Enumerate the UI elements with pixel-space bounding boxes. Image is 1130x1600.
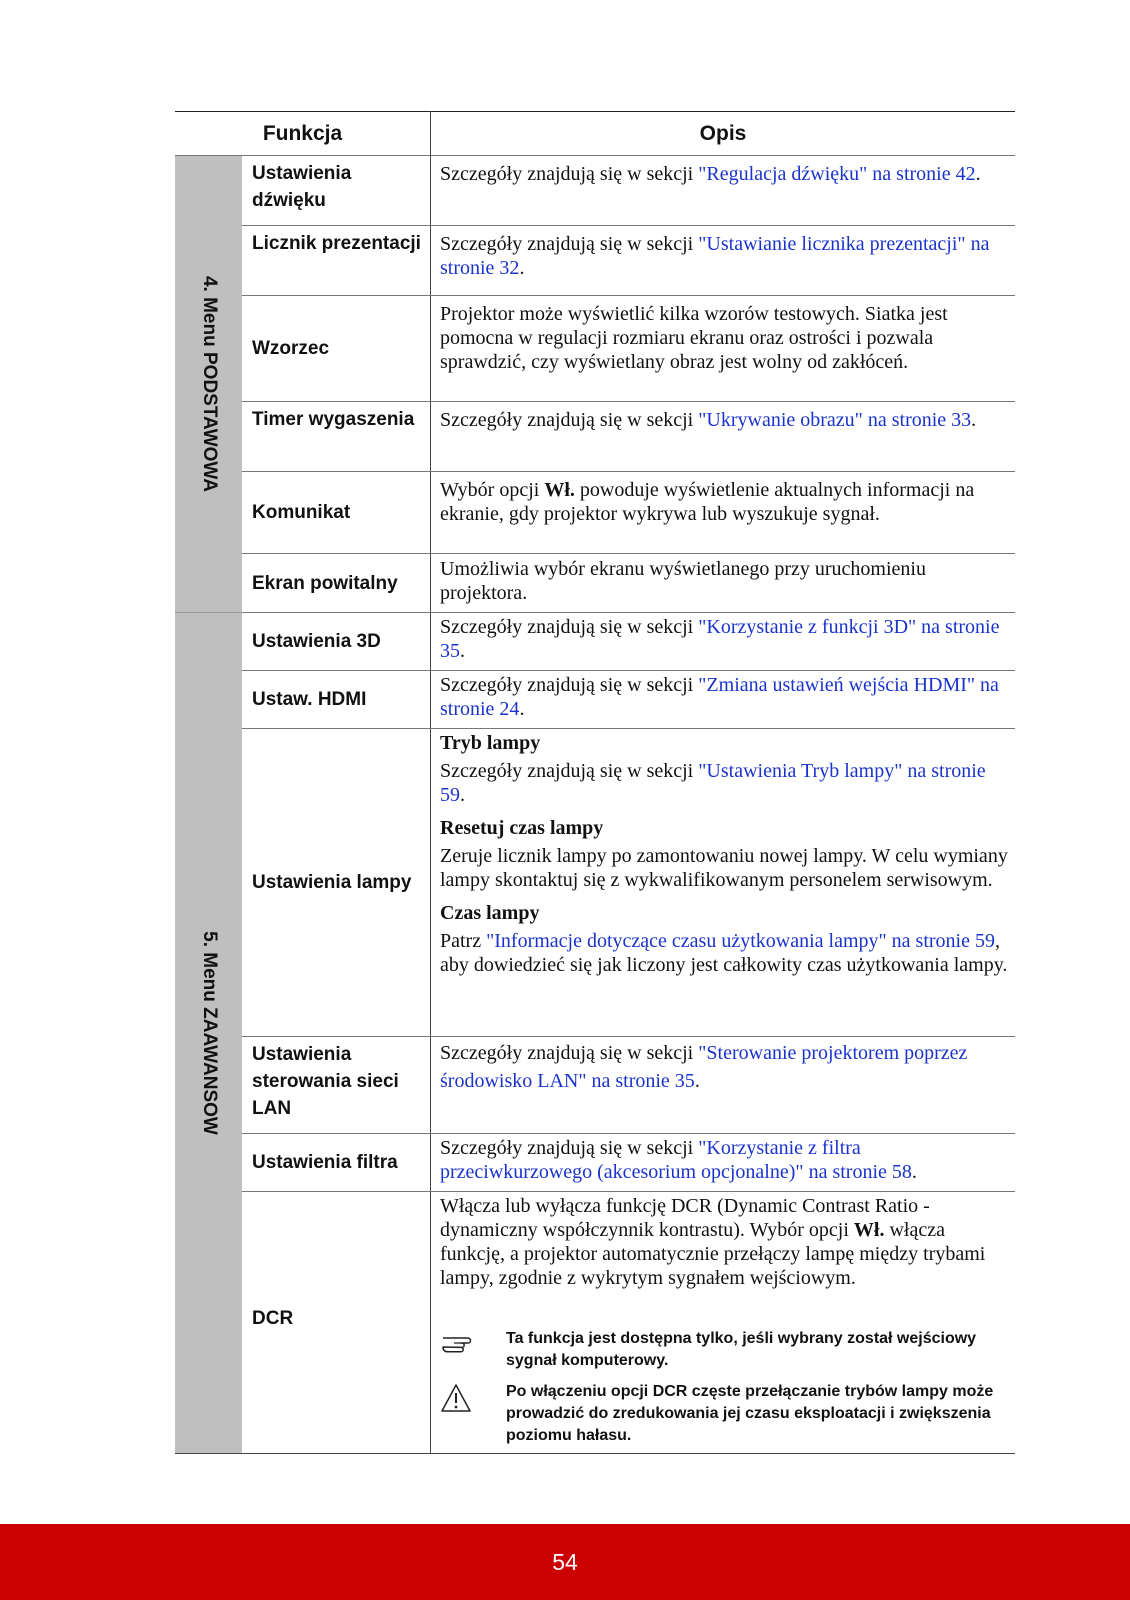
function-name: Ustawienia 3D <box>252 631 381 652</box>
note-text: Ta funkcja jest dostępna tylko, jeśli wybrany został wejściowy sygnał komputerowy. <box>506 1330 977 1369</box>
page-link[interactable]: "Regulacja dźwięku" na stronie 42 <box>698 163 976 185</box>
lamp-mode-text: Szczegóły znajdują się w sekcji "Ustawienia Tryb lampy" na stronie 59. <box>440 760 986 806</box>
function-name: Ustawienia lampy <box>252 872 412 893</box>
function-name: Komunikat <box>252 502 351 523</box>
description: Szczegóły znajdują się w sekcji "Ukrywanie obrazu" na stronie 33. <box>440 409 977 431</box>
section-label: 5. Menu ZAAWANSOW <box>198 931 220 1135</box>
header-function: Funkcja <box>262 121 343 145</box>
page-link[interactable]: "Informacje dotyczące czasu użytkowania lampy" na stronie 59 <box>486 930 995 952</box>
function-name: Wzorzec <box>252 338 330 359</box>
table-row-dcr <box>242 1192 1015 1453</box>
reset-lamp-title: Resetuj czas lampy <box>440 817 604 839</box>
function-name: Ustawienia filtra <box>252 1152 398 1173</box>
table-row-filter-settings <box>242 1134 1015 1191</box>
table-row-hdmi-settings <box>242 671 1015 728</box>
function-name: Timer wygaszenia <box>252 409 415 430</box>
page-link[interactable]: "Korzystanie z funkcji 3D" na stronie 35 <box>440 616 1000 662</box>
description: Szczegóły znajdują się w sekcji "Regulacja dźwięku" na stronie 42. <box>440 163 981 185</box>
description: Szczegóły znajdują się w sekcji "Ustawianie licznika prezentacji" na stronie 32. <box>440 233 990 279</box>
section-basic-menu <box>175 156 242 612</box>
lamp-hours-text: Patrz "Informacje dotyczące czasu użytkowania lampy" na stronie 59, aby dowiedzieć się jak liczony jest całkowity czas użytkowania lampy. <box>440 930 1008 976</box>
table-row-lan-control <box>242 1037 1015 1133</box>
description: Szczegóły znajdują się w sekcji "Korzystanie z funkcji 3D" na stronie 35. <box>440 616 1000 662</box>
function-name: Ustaw. HDMI <box>252 689 367 710</box>
note-box <box>440 1328 1010 1372</box>
table-bottom-rule <box>175 1453 1015 1454</box>
description: Projektor może wyświetlić kilka wzorów testowych. Siatka jest pomocna w regulacji rozmiaru ekranu oraz ostrości i pozwala sprawdzić, czy wyświetlany obraz jest wolny od zakłóceń. <box>440 303 948 373</box>
description: Szczegóły znajdują się w sekcji "Sterowanie projektorem poprzez środowisko LAN" na stronie 35. <box>440 1042 968 1092</box>
header-description: Opis <box>699 121 747 145</box>
warning-text: Po włączeniu opcji DCR częste przełączanie trybów lampy może prowadzić do zredukowania jej czasu eksploatacji i zwiększenia poziomu hałasu. <box>506 1383 994 1444</box>
table-row-sound-settings <box>242 156 1015 225</box>
description: Wybór opcji Wł. powoduje wyświetlenie aktualnych informacji na ekranie, gdy projektor wykrywa lub wyszukuje sygnał. <box>440 479 975 525</box>
description: Umożliwia wybór ekranu wyświetlanego przy uruchomieniu projektora. <box>440 558 926 604</box>
section-advanced-menu <box>175 613 242 1453</box>
description: Szczegóły znajdują się w sekcji "Korzystanie z filtra przeciwkurzowego (akcesorium opcjonalne)" na stronie 58. <box>440 1137 917 1183</box>
table-row-3d-settings <box>242 613 1015 670</box>
function-name: Ekran powitalny <box>252 572 398 594</box>
warning-box <box>440 1381 1010 1447</box>
table-row-message <box>242 472 1015 553</box>
function-name: Ustawienia sterowania sieci LAN <box>252 1044 399 1119</box>
description <box>440 730 1010 977</box>
function-name: Ustawienia dźwięku <box>252 163 352 211</box>
page-number: 54 <box>552 1548 578 1575</box>
table-row-presentation-timer <box>242 226 1015 295</box>
page-link[interactable]: "Ustawianie licznika prezentacji" na stronie 32 <box>440 233 990 279</box>
function-name: Licznik prezentacji <box>252 233 421 254</box>
function-name: DCR <box>252 1308 294 1329</box>
reset-lamp-text: Zeruje licznik lampy po zamontowaniu nowej lampy. W celu wymiany lampy skontaktuj się z wykwalifikowanym personelem serwisowym. <box>440 845 1008 891</box>
page-link[interactable]: "Korzystanie z filtra przeciwkurzowego (akcesorium opcjonalne)" na stronie 58 <box>440 1137 912 1183</box>
page-link[interactable]: "Zmiana ustawień wejścia HDMI" na stronie 24 <box>440 674 999 720</box>
page-link[interactable]: "Sterowanie projektorem poprzez środowisko LAN" na stronie 35 <box>440 1042 968 1092</box>
page-link[interactable]: "Ukrywanie obrazu" na stronie 33 <box>698 409 972 431</box>
lamp-mode-title: Tryb lampy <box>440 732 541 754</box>
warning-triangle-icon <box>440 1381 506 1420</box>
table-row-test-pattern <box>242 296 1015 401</box>
table-row-blank-timer <box>242 402 1015 471</box>
lamp-hours-title: Czas lampy <box>440 902 540 924</box>
description: Szczegóły znajdują się w sekcji "Zmiana ustawień wejścia HDMI" na stronie 24. <box>440 674 999 720</box>
pointing-hand-icon <box>440 1328 506 1361</box>
page-footer <box>0 1524 1130 1600</box>
table-row-splash-screen <box>242 554 1015 612</box>
section-label: 4. Menu PODSTAWOWA <box>198 275 220 493</box>
table-row-lamp-settings <box>242 729 1015 1036</box>
description: Włącza lub wyłącza funkcję DCR (Dynamic Contrast Ratio - dynamiczny współczynnik kontrastu). Wybór opcji Wł. włącza funkcję, a projektor automatycznie przełączy lampę między trybami lampy, zgodnie z wykrytym sygnałem wejściowym. <box>440 1195 986 1289</box>
page-link[interactable]: "Ustawienia Tryb lampy" na stronie 59 <box>440 760 986 806</box>
